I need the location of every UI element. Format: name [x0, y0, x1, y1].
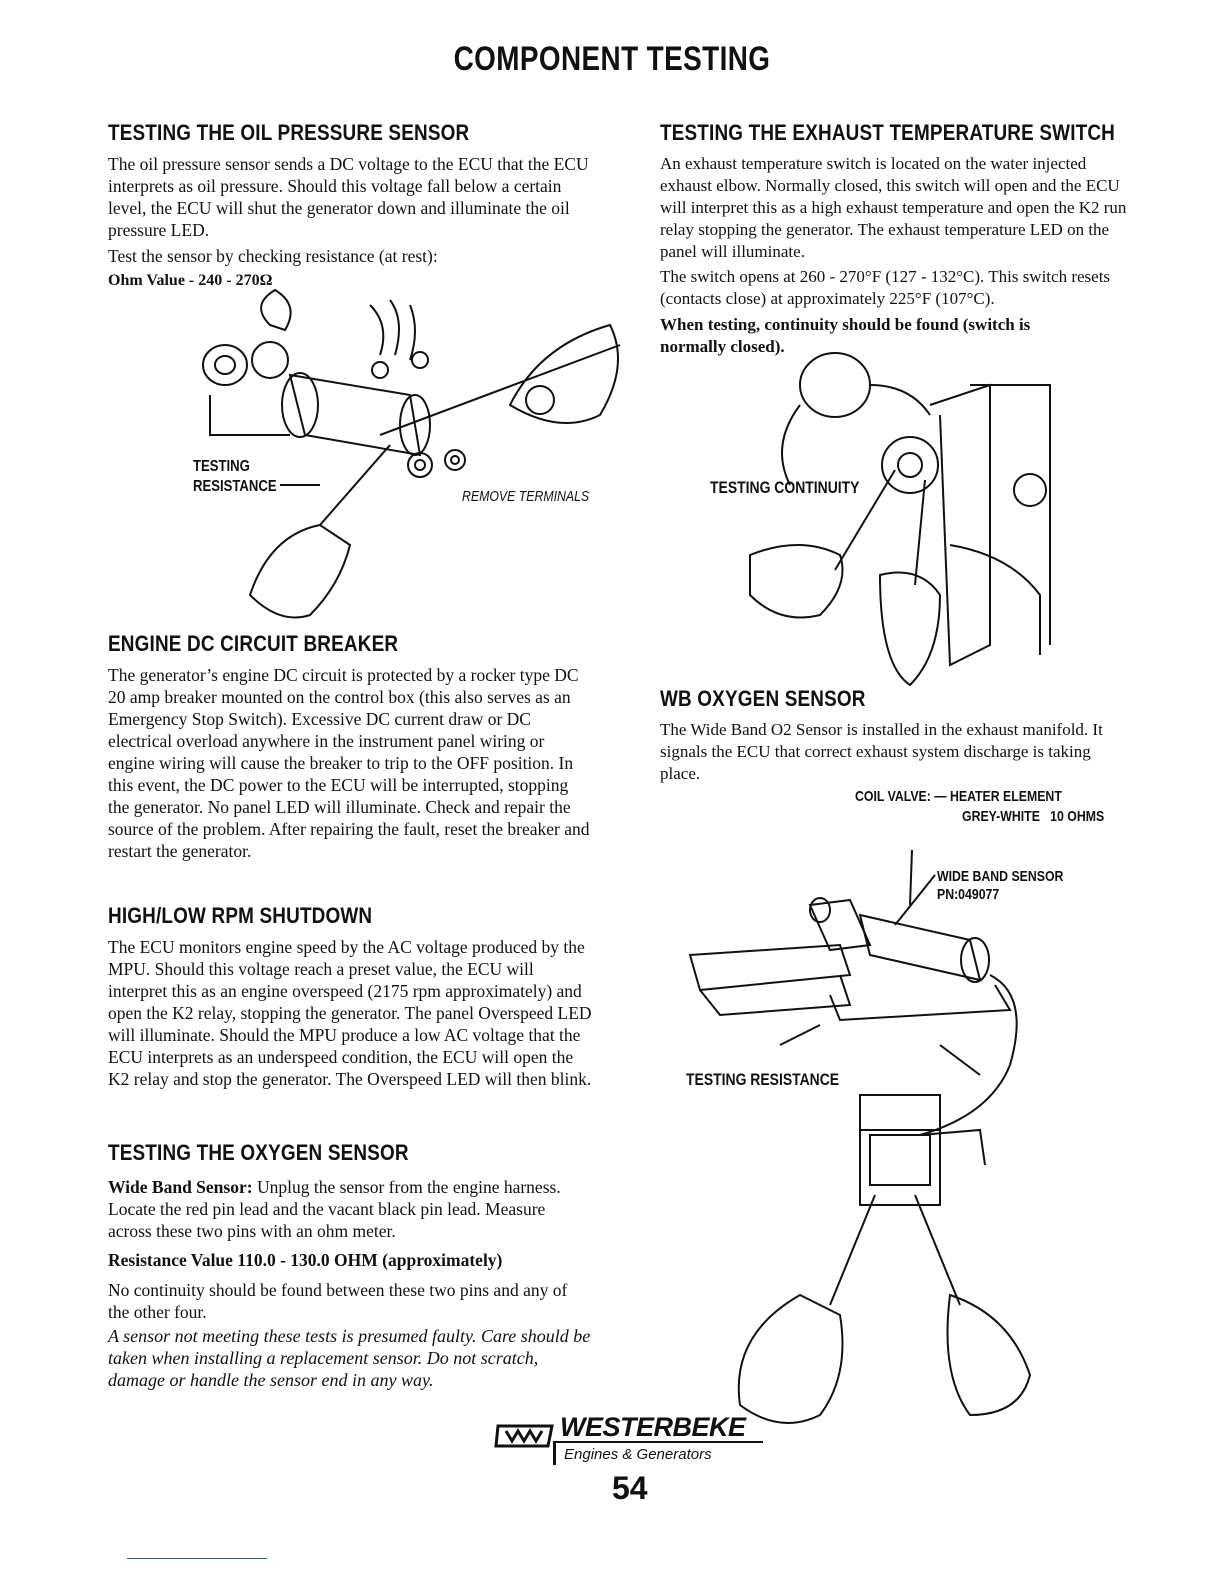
label-testing-continuity: TESTING CONTINUITY [710, 478, 860, 497]
wb-sensor-para: The Wide Band O2 Sensor is installed in the exhaust manifold. It signals the ECU that correct exhaust system discharge is taking place. [660, 720, 1103, 783]
westerbeke-logo-mark [494, 1420, 558, 1450]
label-part-number: PN:049077 [937, 886, 1000, 903]
logo-brand: WESTERBEKE [560, 1412, 746, 1442]
label-testing: TESTING [193, 458, 250, 475]
label-resistance: RESISTANCE [193, 478, 277, 495]
coil-valve-value: GREY-WHITE 10 OHMS [962, 808, 1105, 825]
coil-valve-line: COIL VALVE: — HEATER ELEMENT [855, 788, 1062, 805]
oxygen-test-heading: TESTING THE OXYGEN SENSOR [108, 1140, 409, 1165]
label-wide-band-sensor: WIDE BAND SENSOR [937, 868, 1064, 885]
exhaust-switch-heading: TESTING THE EXHAUST TEMPERATURE SWITCH [660, 120, 1116, 145]
oil-pressure-sensor-illustration [170, 285, 640, 625]
exhaust-switch-para2: The switch opens at 260 - 270°F (127 - 132°C). This switch resets (contacts close) at approximately 225°F (107°C). [660, 267, 1111, 308]
exhaust-switch-para1: An exhaust temperature switch is located on the water injected exhaust elbow. Normally closed, this switch will open and the ECU will interpret this as a high exhaust temperature and open the K2 run relay stopping the generator. The exhaust temperature LED on the panel will illuminate. [660, 154, 1127, 261]
dc-breaker-heading: ENGINE DC CIRCUIT BREAKER [108, 631, 399, 656]
oxygen-test-text: Unplug the sensor from the engine harness. Locate the red pin lead and the vacant black pin lead. Measure across these two pins with an ohm meter. [108, 1177, 561, 1241]
page-title: COMPONENT TESTING [453, 40, 771, 78]
wb-sensor-heading: WB OXYGEN SENSOR [660, 686, 866, 711]
oil-pressure-para: The oil pressure sensor sends a DC voltage to the ECU that the ECU interprets as oil pressure. Should this voltage fall below a certain level, the ECU will shut the generator down and illuminate the oil pressure LED. [108, 154, 589, 240]
resistance-value: Resistance Value 110.0 - 130.0 OHM (approximately) [108, 1250, 503, 1270]
rpm-shutdown-heading: HIGH/LOW RPM SHUTDOWN [108, 903, 373, 928]
footer-rule [127, 1558, 267, 1559]
rpm-shutdown-para: The ECU monitors engine speed by the AC voltage produced by the MPU. Should this voltage reach a preset value, the ECU will interpret this as an engine overspeed (2175 rpm approximately) and open the K2 relay, stopping the generator. The panel Overspeed LED will illuminate. Should the MPU produce a low AC voltage that the ECU interprets as an underspeed condition, the ECU will open the K2 relay and stop the generator. The Overspeed LED will then blink. [108, 937, 592, 1089]
ohm-value: Ohm Value - 240 - 270Ω [108, 272, 273, 289]
page-number: 54 [612, 1470, 648, 1506]
oil-pressure-heading: TESTING THE OIL PRESSURE SENSOR [108, 120, 470, 145]
exhaust-switch-para3: When testing, continuity should be found (switch is normally closed). [660, 315, 1031, 356]
oxygen-test-para [108, 1176, 578, 1242]
oxygen-continuity-text: No continuity should be found between these two pins and any of the other four. [108, 1280, 568, 1322]
oil-pressure-test-text: Test the sensor by checking resistance (at rest): [108, 246, 438, 266]
label-remove-terminals: REMOVE TERMINALS [462, 488, 590, 505]
label-testing-resistance: TESTING RESISTANCE [686, 1070, 840, 1089]
dc-breaker-para: The generator’s engine DC circuit is protected by a rocker type DC 20 amp breaker mounted on the control box (this also serves as an Emergency Stop Switch). Excessive DC current draw or DC electrical overload anywhere in the instrument panel wiring or engine wiring will cause the breaker to trip to the OFF position. In this event, the DC power to the ECU will be interrupted, stopping the generator. No panel LED will illuminate. Check and repair the source of the problem. After repairing the fault, reset the breaker and restart the generator. [108, 665, 590, 861]
logo-divider [553, 1441, 556, 1465]
exhaust-switch-illustration [690, 345, 1070, 700]
oxygen-caution-text: A sensor not meeting these tests is presumed faulty. Care should be taken when installing a replacement sensor. Do not scratch, damage or handle the sensor end in any way. [108, 1326, 591, 1390]
wide-band-lead: Wide Band Sensor: [108, 1177, 253, 1197]
logo-rule [553, 1441, 763, 1443]
wide-band-sensor-illustration [680, 845, 1080, 1435]
logo-tagline: Engines & Generators [564, 1446, 712, 1463]
